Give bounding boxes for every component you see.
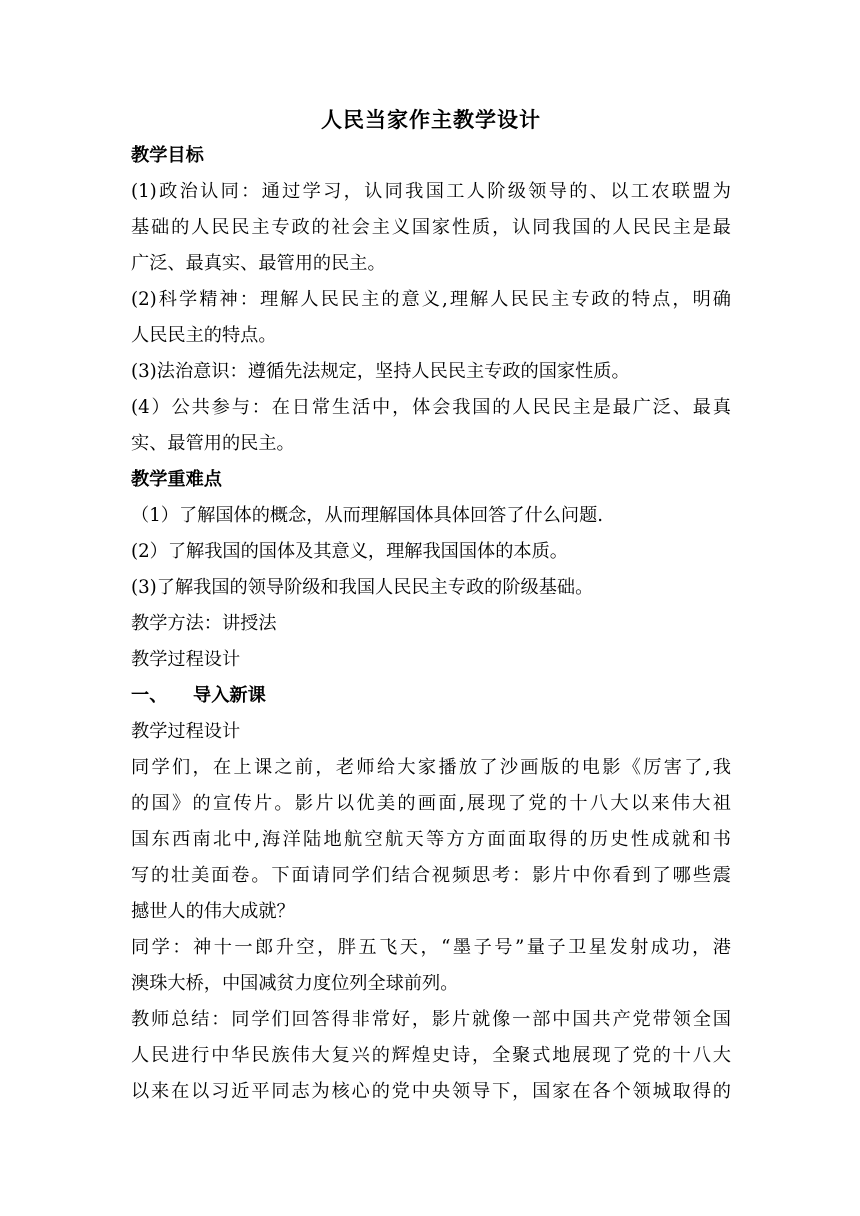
body-line-2: 的国》的宣传片。影片以优美的画面,展现了党的十八大以来伟大祖 [131,793,731,814]
objectives-line-8: 实、最管用的民主。 [131,433,295,454]
objectives-line-6: (3)法治意识：遵循先法规定，坚持人民民主专政的国家性质。 [131,361,630,382]
document-page [131,102,731,1110]
body-line-10: 以来在以习近平同志为核心的党中央领导下，国家在各个领城取得的 [131,1081,731,1102]
body-line-4: 写的壮美面卷。下面请同学们结合视频思考：影片中你看到了哪些震 [131,865,731,886]
body-subheading: 教学过程设计 [131,721,241,742]
body-line-8: 教师总结：同学们回答得非常好，影片就像一部中国共产党带领全国 [131,1009,731,1030]
key-points-line-3: (3)了解我国的领导阶级和我国人民民主专政的阶级基础。 [131,577,594,598]
body-line-3: 国东西南北中,海洋陆地航空航天等方方面面取得的历史性成就和书 [131,829,731,850]
objectives-line-3: 广泛、最真实、最管用的民主。 [131,253,386,274]
section-heading [131,678,731,714]
section-number: 一、 [131,685,168,706]
key-points-heading: 教学重难点 [131,469,222,490]
objectives-line-4: (2)科学精神：理解人民民主的意义,理解人民民主专政的特点，明确 [131,289,731,310]
objectives-heading: 教学目标 [131,145,204,166]
objectives-line-7: (4）公共参与：在日常生活中，体会我国的人民民主是最广泛、最真 [131,397,731,418]
page-title: 人民当家作主教学设计 [321,108,541,132]
process-heading: 教学过程设计 [131,649,241,670]
body-line-1: 同学们，在上课之前，老师给大家播放了沙画版的电影《厉害了,我 [131,757,731,778]
body-line-9: 人民进行中华民族伟大复兴的辉煌史诗，全聚式地展现了党的十八大 [131,1045,731,1066]
objectives-line-2: 基础的人民民主专政的社会主义国家性质，认同我国的人民民主是最 [131,217,731,238]
section-title: 导入新课 [193,685,266,706]
body-line-6: 同学：神十一郎升空，胖五飞天，“墨子号”量子卫星发射成功，港 [131,937,731,958]
body-line-7: 澳珠大桥，中国减贫力度位列全球前列。 [131,973,459,994]
teaching-method: 教学方法：讲授法 [131,613,277,634]
key-points-line-1: （1）了解国体的概念，从而理解国体具体回答了什么问题. [131,505,604,526]
body-line-5: 撼世人的伟大成就？ [131,901,295,922]
objectives-line-1: (1)政治认同：通过学习，认同我国工人阶级领导的、以工农联盟为 [131,181,731,202]
objectives-line-5: 人民民主的特点。 [131,325,277,346]
key-points-line-2: (2）了解我国的国体及其意义，理解我国国体的本质。 [131,541,568,562]
